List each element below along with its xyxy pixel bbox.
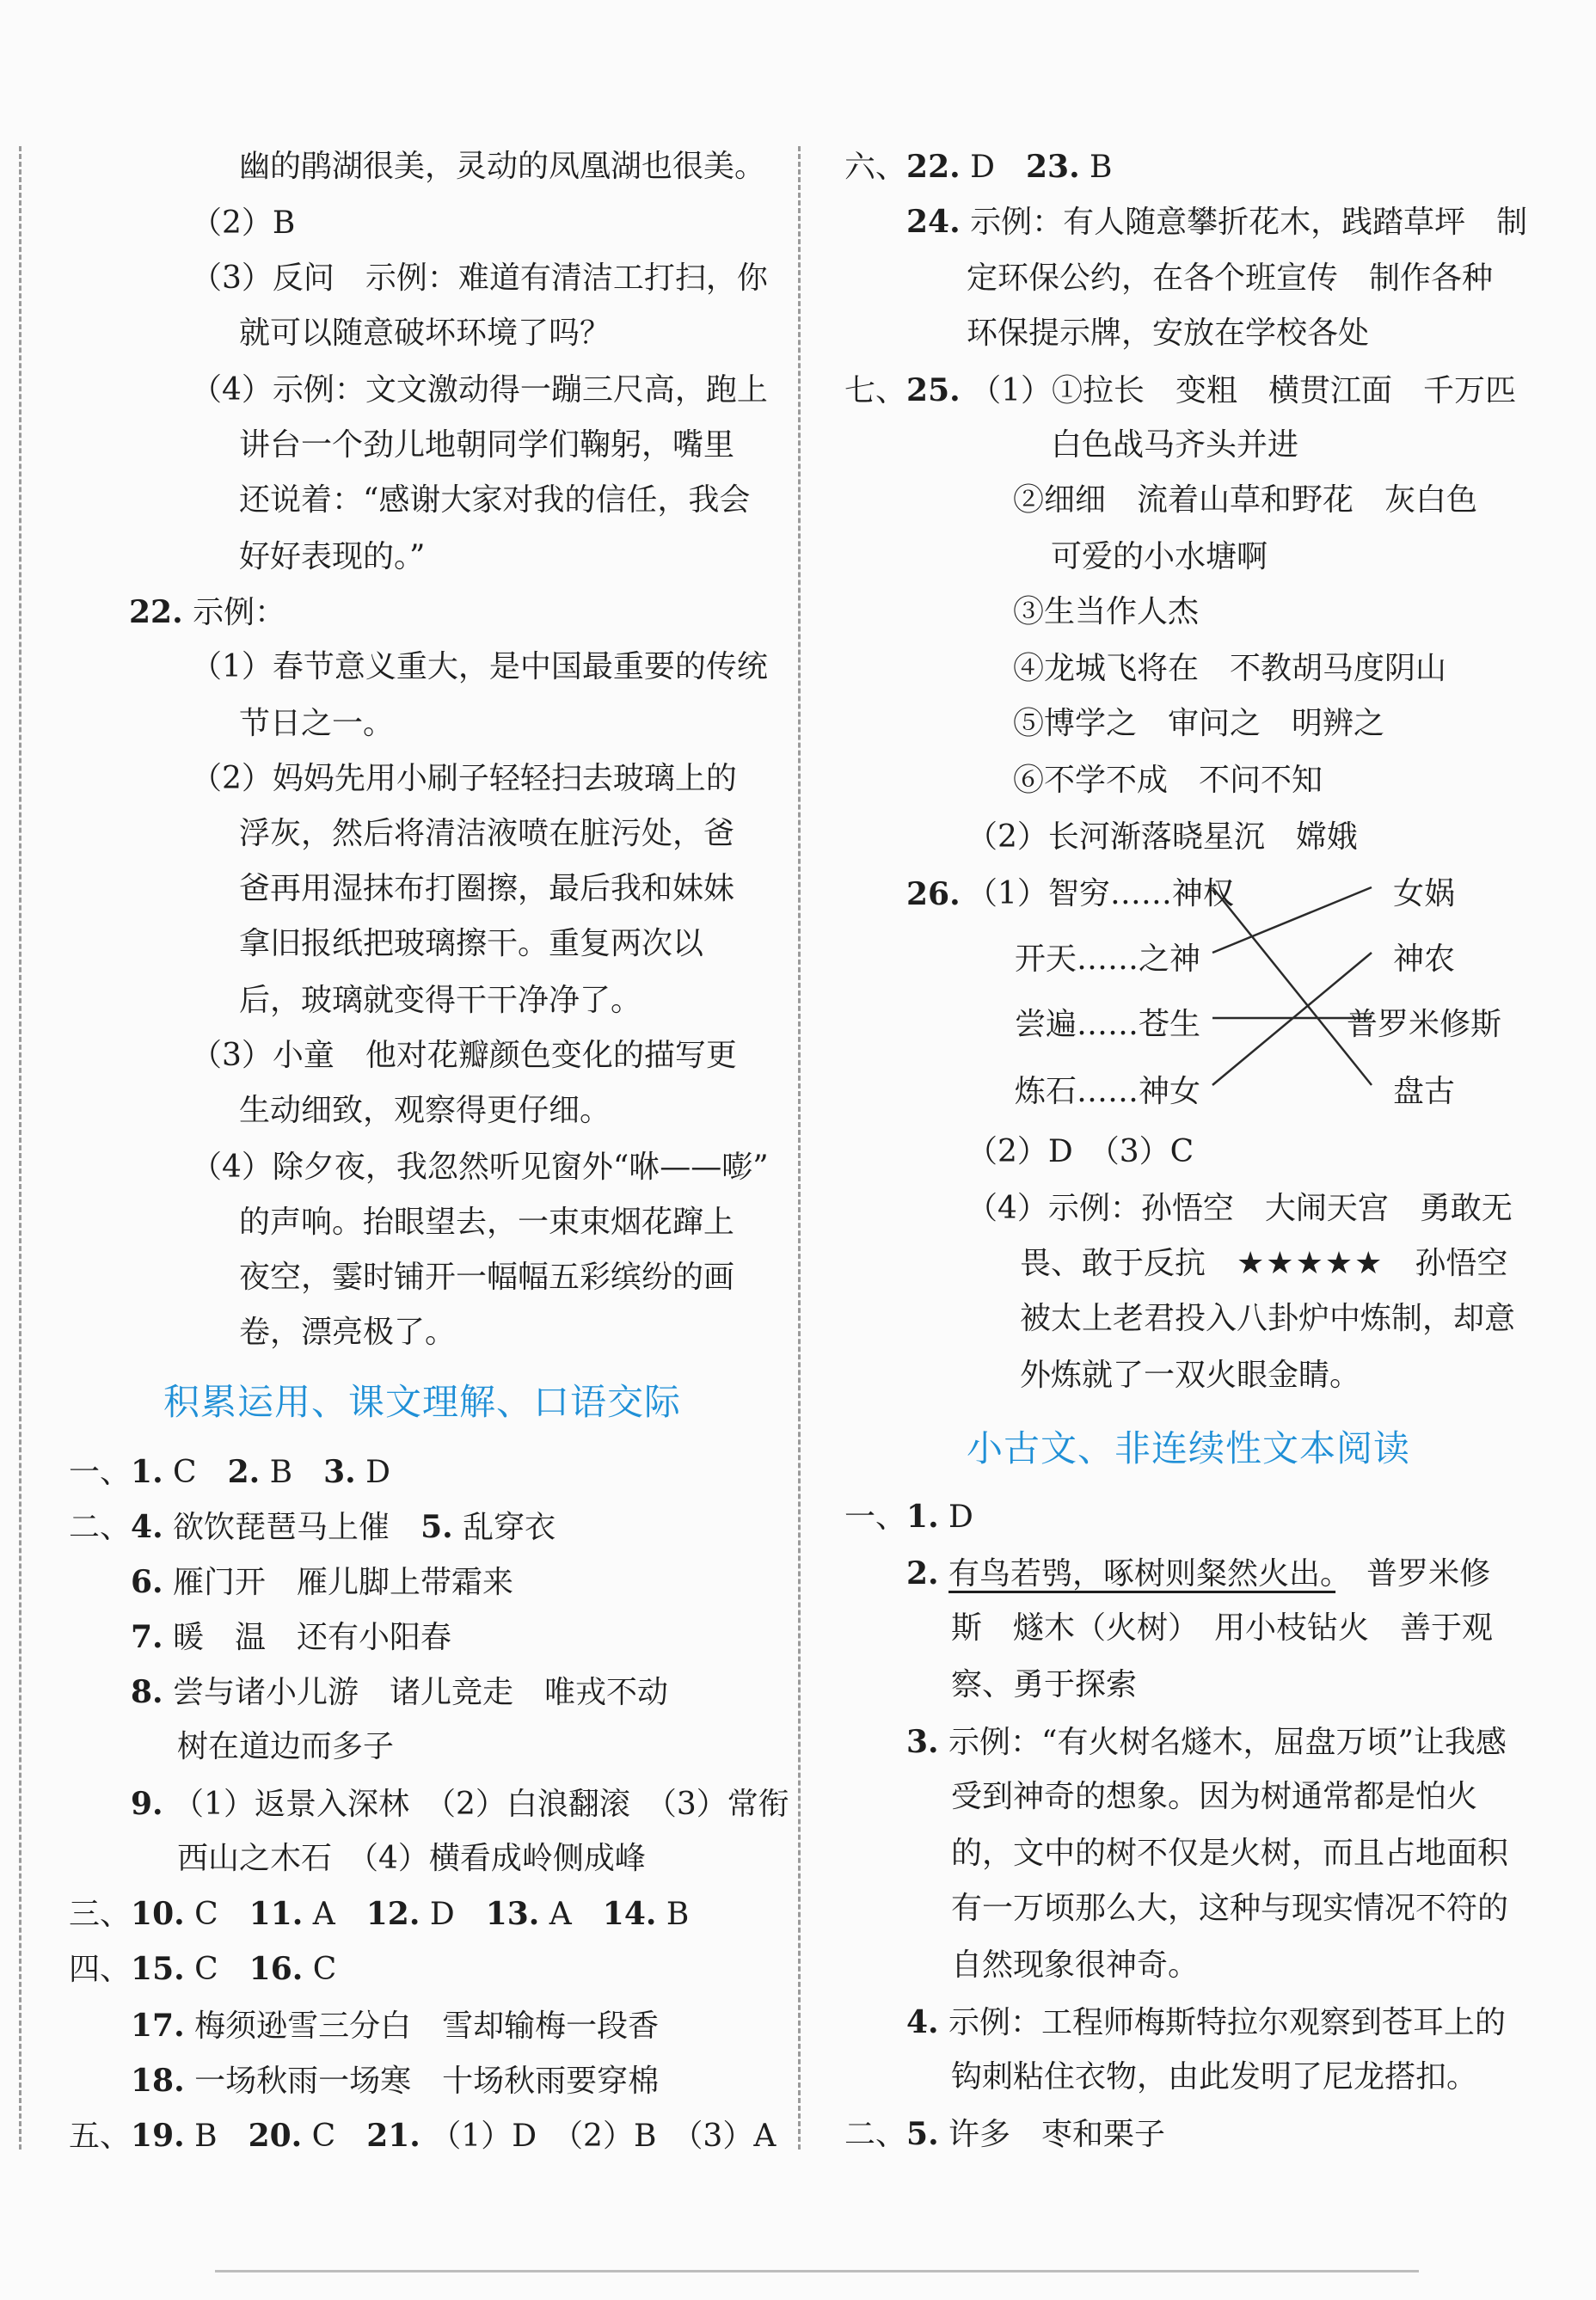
answer-line bbox=[131, 2062, 659, 2101]
answer-line bbox=[131, 1563, 513, 1602]
answer-line bbox=[844, 371, 1516, 410]
text-line: 的声响。抬眼望去，一束束烟花蹿上 bbox=[239, 1205, 735, 1240]
question-number: 25. bbox=[906, 372, 961, 408]
answer-text: D bbox=[938, 1500, 973, 1535]
text-line: 好好表现的。” bbox=[239, 539, 426, 574]
answer-text: 梅须逊雪三分白 雪却输梅一段香 bbox=[184, 2009, 660, 2044]
text-line: 环保提示牌，安放在学校各处 bbox=[967, 316, 1370, 351]
answer-line bbox=[906, 1555, 1490, 1593]
answer-line bbox=[844, 148, 1113, 187]
question-number: 1. bbox=[906, 1499, 939, 1535]
answer-text: D bbox=[960, 150, 1026, 185]
answer-line bbox=[69, 1508, 556, 1547]
answer-text: （1）D （2）B （3）A bbox=[420, 2119, 777, 2154]
answer-text: 示例：工程师梅斯特拉尔观察到苍耳上的 bbox=[938, 2005, 1507, 2040]
text-line: （4）除夕夜，我忽然听见窗外“咻——嘭” bbox=[191, 1150, 769, 1185]
text-line: 后，玻璃就变得干干净净了。 bbox=[239, 983, 642, 1018]
answer-text: B bbox=[1079, 150, 1113, 185]
text-line: ⑥不学不成 不问不知 bbox=[1013, 763, 1323, 798]
match-right-item: 盘古 bbox=[1393, 1074, 1456, 1109]
match-line bbox=[1212, 887, 1372, 1085]
section-number: 二、 bbox=[844, 2117, 907, 2152]
answer-text: 雁门开 雁儿脚上带霜来 bbox=[163, 1565, 514, 1600]
text-line: 外炼就了一双火眼金睛。 bbox=[1020, 1358, 1361, 1393]
question-number: 4. bbox=[906, 2004, 939, 2040]
text-line: （1）春节意义重大，是中国最重要的传统 bbox=[191, 649, 768, 684]
question-number: 14. bbox=[602, 1896, 657, 1932]
section-number: 六、 bbox=[844, 150, 907, 185]
question-number: 23. bbox=[1025, 149, 1080, 185]
answer-text: （1）返景入深林 （2）白浪翻滚 （3）常衔 bbox=[163, 1787, 789, 1822]
underlined-answer: 有鸟若鸮，啄树则粲然火出。 bbox=[948, 1556, 1336, 1592]
question-number: 4. bbox=[131, 1509, 163, 1545]
text-line: 白色战马齐头并进 bbox=[1051, 427, 1299, 463]
text-line: ④龙城飞将在 不教胡马度阴山 bbox=[1013, 651, 1447, 686]
question-number: 11. bbox=[249, 1896, 304, 1932]
text-line: 讲台一个劲儿地朝同学们鞠躬，嘴里 bbox=[239, 427, 735, 463]
question-number: 5. bbox=[420, 1509, 453, 1545]
section-number: 一、 bbox=[69, 1455, 132, 1490]
question-number: 6. bbox=[131, 1564, 163, 1600]
center-dashed-divider bbox=[798, 146, 801, 2150]
text-line: 受到神奇的想象。因为树通常都是怕火 bbox=[951, 1779, 1478, 1814]
text-line bbox=[1020, 1245, 1507, 1283]
answer-text: B bbox=[260, 1455, 324, 1490]
question-number: 17. bbox=[131, 2008, 185, 2044]
answer-line bbox=[844, 1498, 973, 1536]
text-line: 西山之木石 （4）横看成岭侧成峰 bbox=[177, 1841, 646, 1876]
answer-text: 乱穿衣 bbox=[452, 1510, 556, 1545]
answer-text: 示例：“有火树名燧木，屈盘万顷”让我感 bbox=[938, 1725, 1507, 1760]
text-line: 自然现象很神奇。 bbox=[951, 1947, 1200, 1983]
answer-text: 示例：有人随意攀折花木，践踏草坪 制 bbox=[960, 205, 1528, 240]
text-line: 浮灰，然后将清洁液喷在脏污处，爸 bbox=[239, 816, 735, 851]
question-number: 10. bbox=[131, 1896, 185, 1932]
answer-text: C bbox=[184, 1952, 249, 1987]
text-line: 生动细致，观察得更仔细。 bbox=[239, 1093, 611, 1128]
section-number: 五、 bbox=[69, 2119, 132, 2154]
text-line: 示例： bbox=[193, 595, 286, 630]
answer-text: A bbox=[303, 1897, 366, 1932]
question-number: 12. bbox=[365, 1896, 420, 1932]
text-line: （2）B bbox=[191, 205, 296, 241]
section-number: 七、 bbox=[844, 373, 907, 408]
text-line: （3）反问 示例：难道有清洁工打扫，你 bbox=[191, 261, 768, 296]
text-line: （3）小童 他对花瓣颜色变化的描写更 bbox=[191, 1038, 737, 1073]
question-number: 3. bbox=[906, 1724, 939, 1760]
text-line: 幽的鹃湖很美，灵动的凤凰湖也很美。 bbox=[239, 149, 766, 184]
text-line: （2）D （3）C bbox=[967, 1134, 1194, 1169]
answer-line bbox=[906, 203, 1527, 242]
question-number: 20. bbox=[248, 2118, 303, 2154]
answer-line bbox=[69, 1453, 390, 1492]
question-number: 22. bbox=[129, 594, 183, 630]
question-number: 15. bbox=[131, 1951, 185, 1987]
text-line: （2）长河渐落晓星沉 嫦娥 bbox=[967, 819, 1358, 855]
match-left-item: （1）智穷……神权 bbox=[967, 876, 1234, 911]
answer-text: C bbox=[302, 2119, 367, 2154]
answer-line bbox=[69, 2117, 776, 2156]
text-line: （4）示例：文文激动得一蹦三尺高，跑上 bbox=[191, 372, 768, 408]
question-number: 26. bbox=[906, 876, 961, 912]
answer-line bbox=[906, 2003, 1506, 2042]
text-line: 拿旧报纸把玻璃擦干。重复两次以 bbox=[239, 926, 704, 961]
answer-text: 孙悟空 bbox=[1384, 1246, 1508, 1281]
match-right-item: 神农 bbox=[1393, 941, 1456, 977]
answer-text: 欲饮琵琶马上催 bbox=[163, 1510, 421, 1545]
question-number bbox=[906, 875, 961, 914]
answer-text: 普罗米修 bbox=[1335, 1556, 1491, 1592]
section-number: 一、 bbox=[844, 1500, 907, 1535]
answer-text: C bbox=[184, 1897, 249, 1932]
text-line: 的，文中的树不仅是火树，而且占地面积 bbox=[951, 1836, 1509, 1871]
answer-line bbox=[69, 1895, 689, 1934]
text-line: 钩刺粘住衣物，由此发明了尼龙搭扣。 bbox=[951, 2059, 1478, 2095]
text-line: 就可以随意破坏环境了吗？ bbox=[239, 316, 611, 351]
answer-text: 畏、敢于反抗 bbox=[1020, 1246, 1237, 1281]
page-bottom-rule bbox=[215, 2270, 1419, 2272]
text-line: （4）示例：孙悟空 大闹天宫 勇敢无 bbox=[967, 1191, 1513, 1226]
answer-line bbox=[906, 1723, 1507, 1762]
question-number: 2. bbox=[906, 1555, 939, 1592]
answer-text: 许多 枣和栗子 bbox=[938, 2117, 1166, 2152]
text-line: 被太上老君投入八卦炉中炼制，却意 bbox=[1020, 1301, 1516, 1336]
question-line bbox=[129, 593, 285, 632]
question-number: 22. bbox=[906, 149, 961, 185]
text-line: 定环保公约，在各个班宣传 制作各种 bbox=[967, 261, 1494, 296]
section-heading: 积累运用、课文理解、口语交际 bbox=[163, 1381, 682, 1423]
match-right-item: 普罗米修斯 bbox=[1347, 1007, 1502, 1042]
question-number: 16. bbox=[249, 1951, 304, 1987]
answer-text: C bbox=[163, 1455, 228, 1490]
text-line: 树在道边而多子 bbox=[177, 1729, 395, 1764]
question-number: 2. bbox=[227, 1454, 261, 1490]
text-line: 夜空，霎时铺开一幅幅五彩缤纷的画 bbox=[239, 1260, 735, 1295]
match-right-item: 女娲 bbox=[1393, 876, 1456, 911]
match-line bbox=[1212, 887, 1372, 953]
match-left-item: 炼石……神女 bbox=[1015, 1074, 1201, 1109]
text-line: 可爱的小水塘啊 bbox=[1051, 539, 1268, 574]
match-left-item: 开天……之神 bbox=[1015, 941, 1201, 977]
answer-text: D bbox=[420, 1897, 486, 1932]
section-number: 三、 bbox=[69, 1897, 132, 1932]
text-line: 还说着：“感谢大家对我的信任，我会 bbox=[239, 482, 751, 518]
question-number: 7. bbox=[131, 1619, 163, 1655]
answer-line bbox=[131, 1618, 451, 1657]
section-heading: 小古文、非连续性文本阅读 bbox=[967, 1427, 1411, 1469]
answer-line bbox=[69, 1950, 336, 1989]
text-line: 爸再用湿抹布打圈擦，最后我和妹妹 bbox=[239, 871, 735, 906]
answer-text: （1）①拉长 变粗 横贯江面 千万匹 bbox=[960, 373, 1517, 408]
text-line: 斯 燧木（火树） 用小枝钻火 善于观 bbox=[951, 1610, 1494, 1646]
answer-text: A bbox=[539, 1897, 603, 1932]
answer-line bbox=[844, 2115, 1165, 2154]
text-line: 有一万顷那么大，这种与现实情况不符的 bbox=[951, 1891, 1509, 1926]
question-number: 9. bbox=[131, 1786, 163, 1822]
answer-text: 尝与诸小儿游 诸儿竞走 唯戎不动 bbox=[163, 1675, 669, 1710]
question-number: 3. bbox=[323, 1454, 356, 1490]
text-line: ⑤博学之 审问之 明辨之 bbox=[1013, 706, 1385, 741]
text-line: 节日之一。 bbox=[239, 706, 395, 741]
answer-text: 暖 温 还有小阳春 bbox=[163, 1620, 452, 1655]
text-line: （2）妈妈先用小刷子轻轻扫去玻璃上的 bbox=[191, 761, 737, 796]
left-dashed-border bbox=[19, 146, 21, 2150]
text-line: ②细细 流着山草和野花 灰白色 bbox=[1013, 482, 1478, 518]
text-line: 察、勇于探索 bbox=[951, 1667, 1138, 1702]
answer-text: C bbox=[303, 1952, 337, 1987]
text-line: 卷，漂亮极了。 bbox=[239, 1315, 457, 1350]
question-number: 13. bbox=[485, 1896, 540, 1932]
question-number: 21. bbox=[366, 2118, 420, 2154]
text-line: ③生当作人杰 bbox=[1013, 594, 1200, 629]
answer-line bbox=[131, 1673, 668, 1712]
answer-text: B bbox=[656, 1897, 690, 1932]
answer-line bbox=[131, 1785, 789, 1824]
question-number: 19. bbox=[131, 2118, 185, 2154]
question-number: 18. bbox=[131, 2063, 185, 2099]
answer-text: D bbox=[355, 1455, 391, 1490]
question-number: 8. bbox=[131, 1674, 163, 1710]
matching-lines bbox=[1187, 868, 1393, 1101]
question-number: 24. bbox=[906, 204, 961, 240]
section-number: 二、 bbox=[69, 1510, 132, 1545]
question-number: 1. bbox=[131, 1454, 163, 1490]
five-star-rating: ★★★★★ bbox=[1237, 1246, 1384, 1281]
question-number: 5. bbox=[906, 2116, 939, 2152]
answer-line bbox=[131, 2007, 659, 2045]
answer-text: 一场秋雨一场寒 十场秋雨要穿棉 bbox=[184, 2064, 660, 2099]
section-number: 四、 bbox=[69, 1952, 132, 1987]
answer-text: B bbox=[184, 2119, 249, 2154]
match-left-item: 尝遍……苍生 bbox=[1015, 1007, 1201, 1042]
